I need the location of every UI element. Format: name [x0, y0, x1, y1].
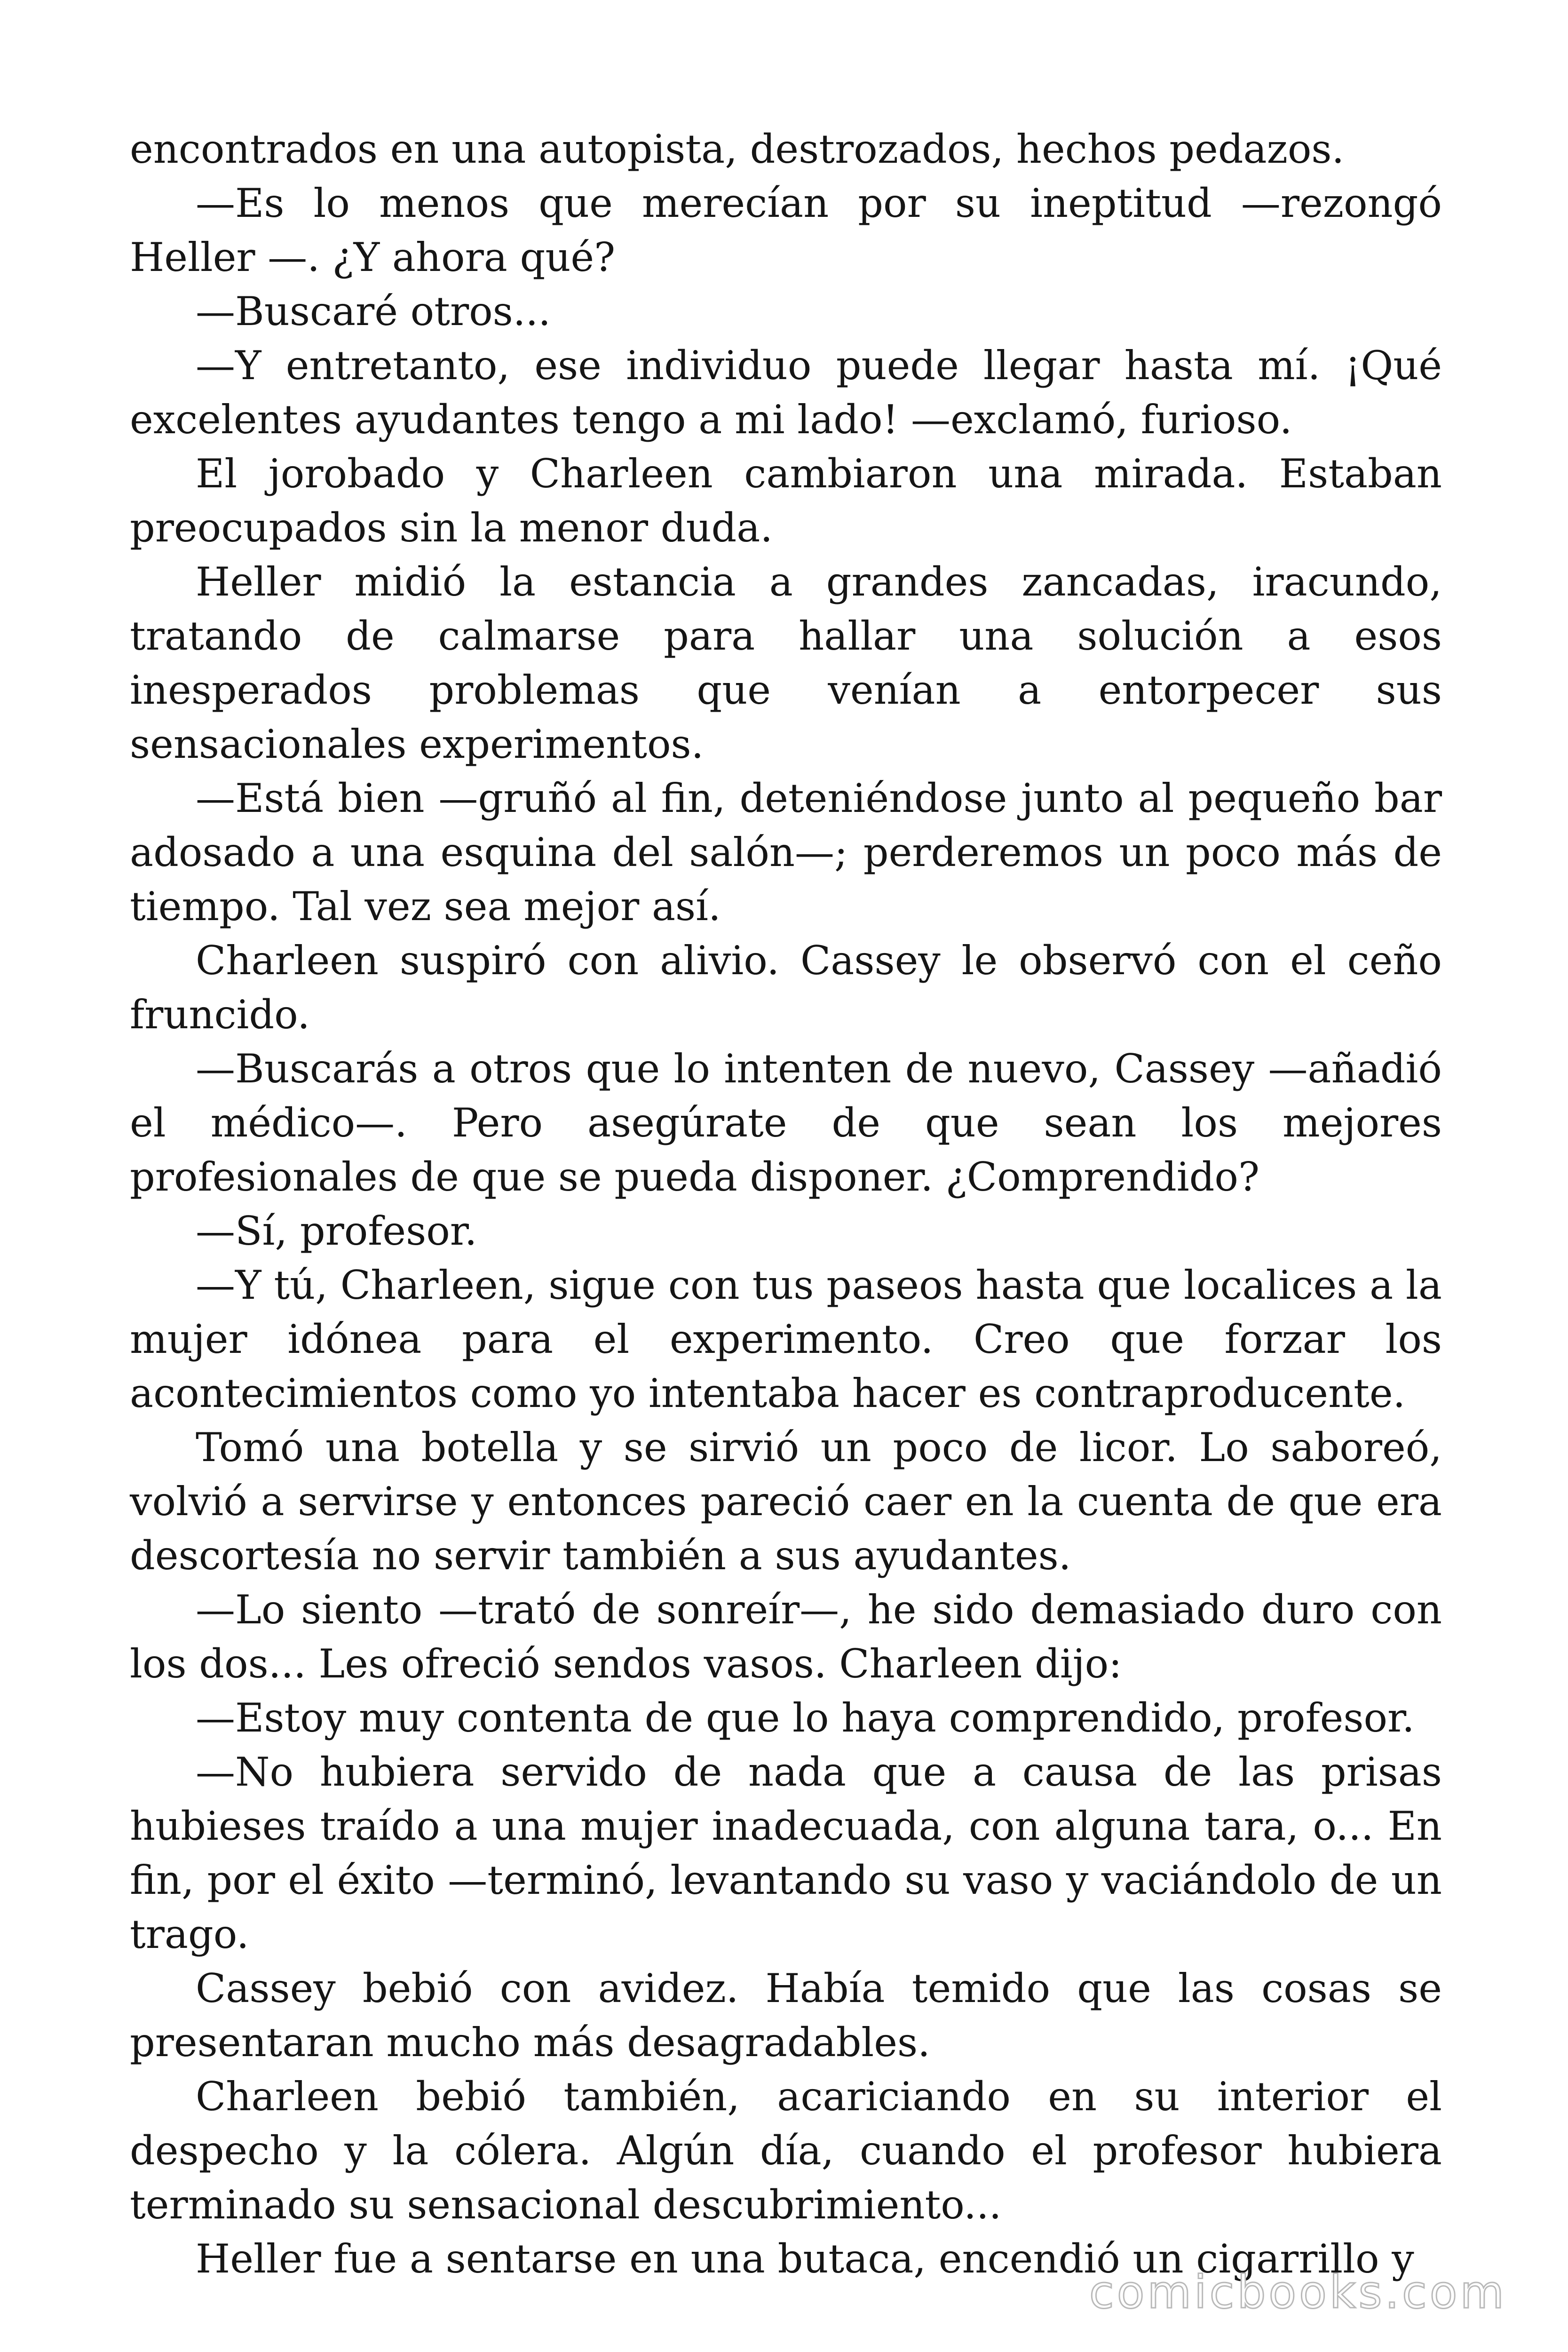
- paragraph-9: —Buscarás a otros que lo intenten de nuevo, Cassey —añadió el médico—. Pero asegúrate de que sean los mejores profesionales de que se pueda disponer. ¿Comprendido?: [130, 1046, 1442, 1200]
- paragraph-4: —Y entretanto, ese individuo puede llegar hasta mí. ¡Qué excelentes ayudantes tengo a mi lado! —exclamó, furioso.: [130, 342, 1442, 443]
- paragraph-6: Heller midió la estancia a grandes zancadas, iracundo, tratando de calmarse para hallar una solución a esos inesperados problemas que venían a entorpecer sus sensacionales experimentos.: [130, 559, 1442, 767]
- paragraph-12: Tomó una botella y se sirvió un poco de licor. Lo saboreó, volvió a servirse y entonces pareció caer en la cuenta de que era descortesía no servir también a sus ayudantes.: [130, 1424, 1442, 1579]
- paragraph-15: —No hubiera servido de nada que a causa de las prisas hubieses traído a una mujer inadecuada, con alguna tara, o... En fin, por el éxito —terminó, levantando su vaso y vaciándolo de un trago.: [130, 1749, 1442, 1957]
- watermark: comicbooks.com: [1089, 2266, 1507, 2319]
- paragraph-3: —Buscaré otros...: [196, 288, 551, 334]
- paragraph-14: —Estoy muy contenta de que lo haya comprendido, profesor.: [196, 1695, 1415, 1741]
- paragraph-13: —Lo siento —trató de sonreír—, he sido demasiado duro con los dos... Les ofreció sendos vasos. Charleen dijo:: [130, 1587, 1442, 1687]
- paragraph-17: Charleen bebió también, acariciando en su interior el despecho y la cólera. Algún día, cuando el profesor hubiera terminado su sensacional descubrimiento...: [130, 2074, 1442, 2228]
- page-body: [130, 122, 1442, 2286]
- paragraph-10: —Sí, profesor.: [196, 1208, 477, 1254]
- paragraph-8: Charleen suspiró con alivio. Cassey le observó con el ceño fruncido.: [130, 938, 1442, 1038]
- paragraph-1: encontrados en una autopista, destrozados, hechos pedazos.: [130, 126, 1345, 172]
- paragraph-7: —Está bien —gruñó al fin, deteniéndose junto al pequeño bar adosado a una esquina del salón—; perderemos un poco más de tiempo. Tal vez sea mejor así.: [130, 775, 1442, 930]
- paragraph-11: —Y tú, Charleen, sigue con tus paseos hasta que localices a la mujer idónea para el experimento. Creo que forzar los acontecimientos como yo intentaba hacer es contraproducente.: [130, 1262, 1442, 1416]
- paragraph-18: Heller fue a sentarse en una butaca, encendió un cigarrillo y: [196, 2236, 1414, 2282]
- paragraph-16: Cassey bebió con avidez. Había temido que las cosas se presentaran mucho más desagradables.: [130, 1965, 1442, 2066]
- paragraph-2: —Es lo menos que merecían por su ineptitud —rezongó Heller —. ¿Y ahora qué?: [130, 180, 1442, 280]
- paragraph-5: El jorobado y Charleen cambiaron una mirada. Estaban preocupados sin la menor duda.: [130, 451, 1442, 551]
